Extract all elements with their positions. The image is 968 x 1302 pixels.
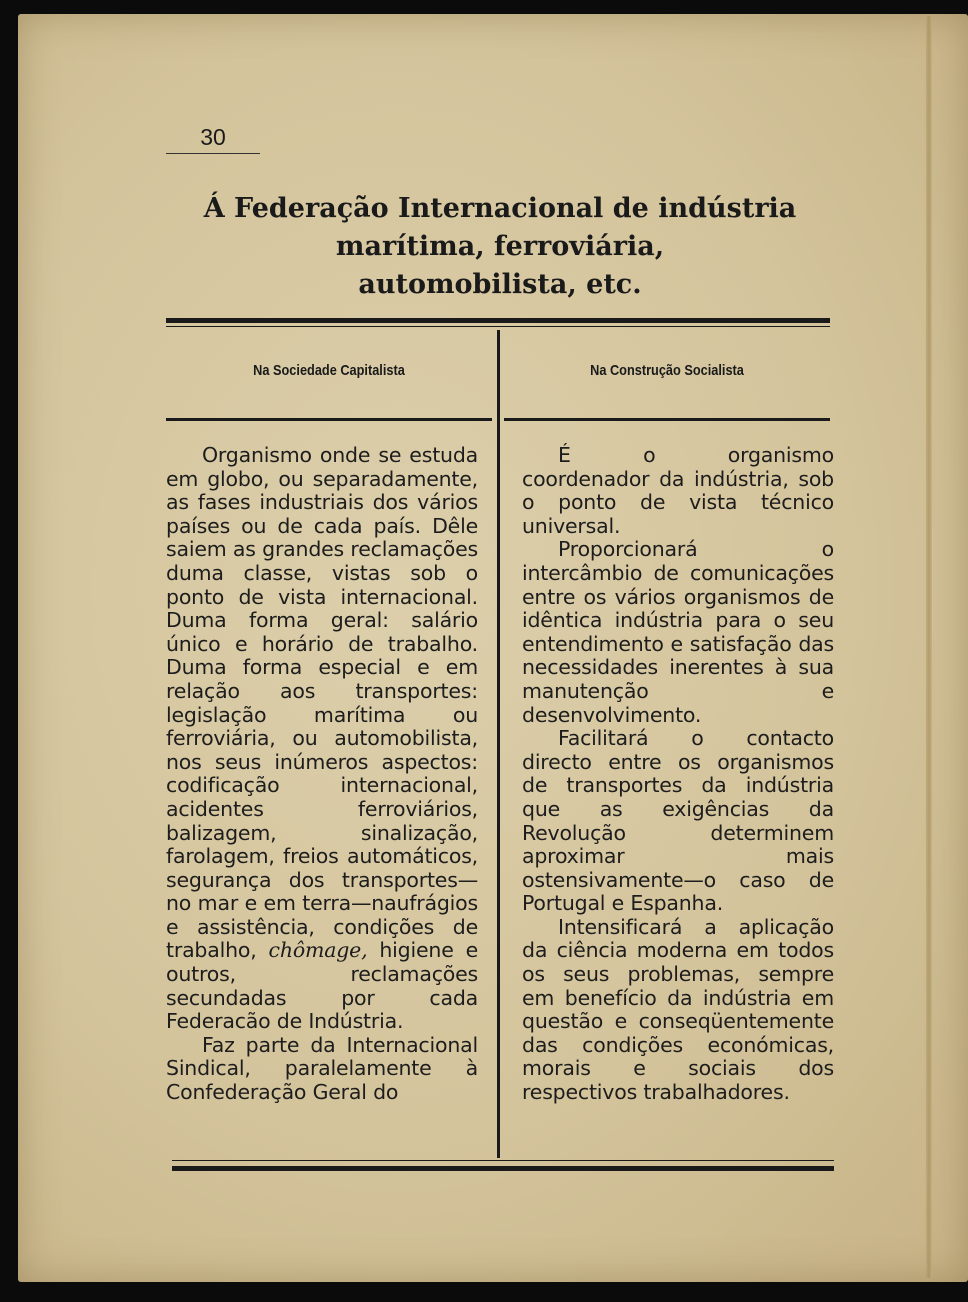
top-rule-thick (166, 318, 830, 323)
bottom-rule-thin (172, 1160, 834, 1161)
page-number: 30 (166, 124, 260, 154)
left-column-heading: Na Sociedade Capitalista (253, 362, 405, 379)
right-paragraph-2: Proporcionará o intercâmbio de comunicações entre os vários organismos de idêntica indústria para o seu entendimento e satisfação das necessidades inerentes à sua manutenção e desenvolvimento. (522, 537, 834, 727)
right-paragraph-4: Intensificará a aplicação da ciência moderna em todos os seus problemas, sempre em benefício da indústria em questão e conseqüentemente das condições económicas, morais e sociais dos respectivos trabalhadores. (522, 914, 834, 1105)
right-paragraph-3: Facilitará o contacto directo entre os organismos de transportes da indústria que as exigências da Revolução determinem aproximar mais ostensivamente—o caso de Portugal e Espanha. (522, 726, 834, 916)
column-divider (497, 330, 500, 1158)
right-paragraph-1: É o organismo coordenador da indústria, sob o ponto de vista técnico universal. (522, 443, 834, 538)
title-line-2: marítima, ferroviária, (335, 231, 665, 262)
left-paragraph-1: Organismo onde se estuda em globo, ou separadamente, as fases industriais dos vários países ou de cada país. Dêle saiem as grandes reclamações duma classe, vistas sob o ponto de vista internacional. Duma forma geral: salário único e horário de trabalho. Duma forma especial e em relação aos transportes: legislação marítima ou ferroviária, ou automobilista, nos seus inúmeros aspectos: codificação internacional, acidentes ferroviários, balizagem, sinalização, farolagem, freios automáticos, segurança dos transportes—no mar e em terra—naufrágios e assistência, condições de trabalho, chômage, higiene e outros, reclamações secundadas por cada Federacão de Indústria. (166, 443, 478, 1034)
right-column-text (522, 444, 834, 1105)
right-column-heading: Na Construção Socialista (590, 362, 744, 379)
top-rule-thin (166, 326, 830, 327)
left-paragraph-2: Faz parte da Internacional Sindical, paralelamente à Confederação Geral do (166, 1032, 478, 1105)
left-column-text (166, 444, 478, 1105)
page-title (160, 190, 840, 304)
left-heading-rule (166, 418, 492, 421)
bottom-rule-thick (172, 1166, 834, 1171)
page-edge (926, 16, 932, 1278)
right-heading-rule (504, 418, 830, 421)
title-line-1: Á Federação Internacional de indústria (203, 193, 797, 224)
title-line-3: automobilista, etc. (358, 269, 642, 300)
italic-word: chômage, (268, 938, 368, 963)
